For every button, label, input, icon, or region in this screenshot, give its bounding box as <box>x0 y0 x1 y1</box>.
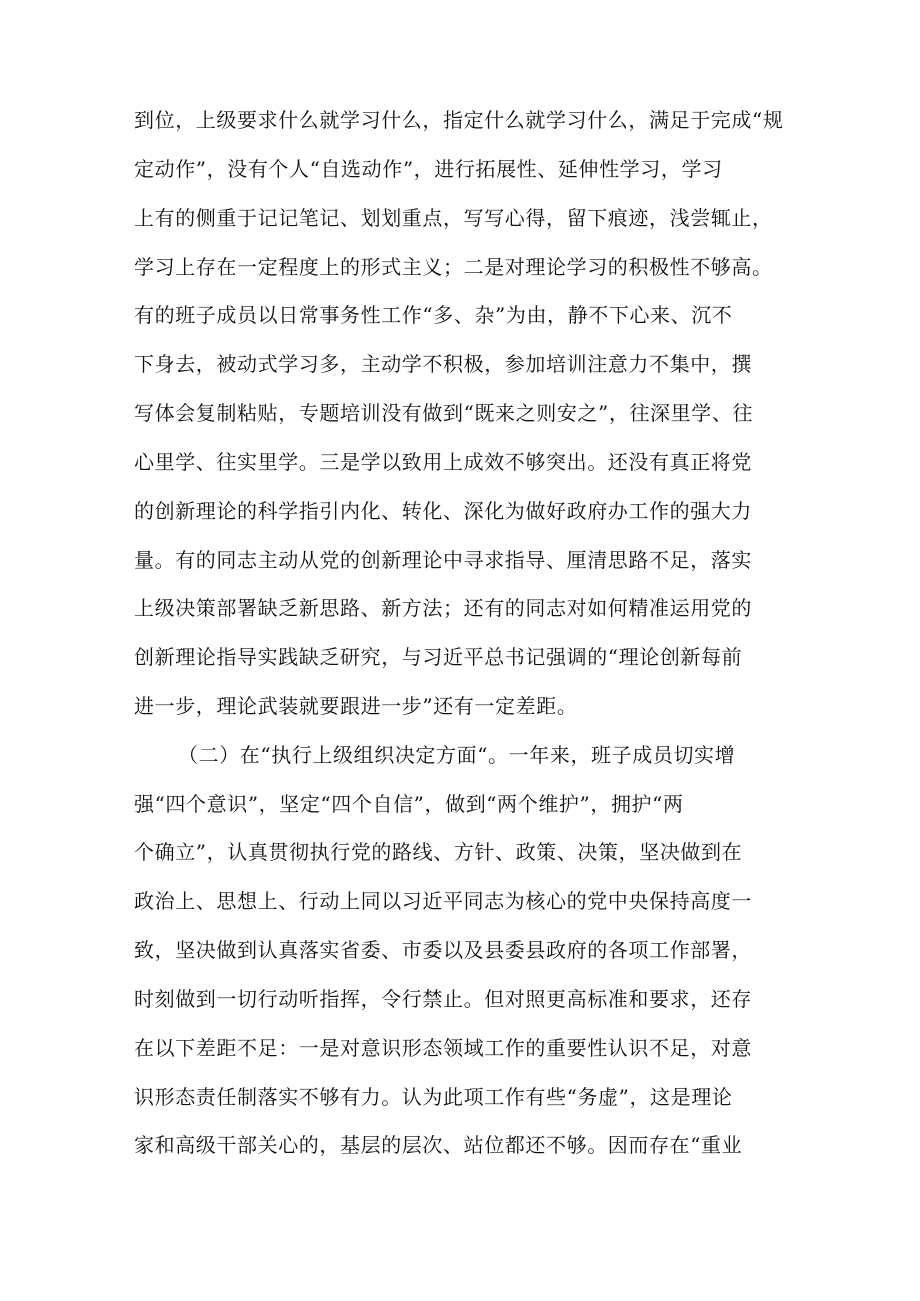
paragraph-line: 到位，上级要求什么就学习什么，指定什么就学习什么，满足于完成“规 <box>134 108 784 132</box>
paragraph-line: 政治上、思想上、行动上同以习近平同志为核心的党中央保持高度一 <box>134 889 752 913</box>
paragraph-line: 上有的侧重于记记笔记、划划重点，写写心得，留下痕迹，浅尝辄止， <box>134 206 773 230</box>
paragraph-line: 个确立”，认真贯彻执行党的路线、方针、政策、决策，坚决做到在 <box>134 840 743 864</box>
paragraph-line: 有的班子成员以日常事务性工作“多、杂”为由，静不下心来、沉不 <box>134 303 733 327</box>
paragraph-line: 创新理论指导实践缺乏研究，与习近平总书记强调的“理论创新每前 <box>134 645 743 669</box>
paragraph-line: 学习上存在一定程度上的形式主义；二是对理论学习的积极性不够高。 <box>134 255 773 279</box>
section-heading-line: （二）在“执行上级组织决定方面“。一年来，班子成员切实增 <box>178 743 736 767</box>
paragraph-line: 写体会复制粘贴，专题培训没有做到“既来之则安之”，往深里学、往 <box>134 401 754 425</box>
paragraph-line: 上级决策部署缺乏新思路、新方法；还有的同志对如何精准运用党的 <box>134 596 752 620</box>
paragraph-line: 家和高级干部关心的，基层的层次、站位都还不够。因而存在“重业 <box>134 1133 743 1157</box>
paragraph-line: 识形态责任制落实不够有力。认为此项工作有些“务虚”，这是理论 <box>134 1085 733 1109</box>
paragraph-line: 心里学、往实里学。三是学以致用上成效不够突出。还没有真正将党 <box>134 450 752 474</box>
paragraph-line: 强“四个意识”，坚定“四个自信”，做到“两个维护”，拥护“两 <box>134 792 684 816</box>
paragraph-line: 时刻做到一切行动听指挥，令行禁止。但对照更高标准和要求，还存 <box>134 987 752 1011</box>
paragraph-line: 定动作”，没有个人“自选动作”，进行拓展性、延伸性学习，学习 <box>134 157 723 181</box>
paragraph-line: 量。有的同志主动从党的创新理论中寻求指导、厘清思路不足，落实 <box>134 548 752 572</box>
paragraph-line: 进一步，理论武装就要跟进一步”还有一定差距。 <box>134 694 578 718</box>
paragraph-line: 在以下差距不足：一是对意识形态领域工作的重要性认识不足，对意 <box>134 1036 752 1060</box>
paragraph-line: 的创新理论的科学指引内化、转化、深化为做好政府办工作的强大力 <box>134 499 752 523</box>
paragraph-line: 下身去，被动式学习多，主动学不积极，参加培训注意力不集中，撰 <box>134 352 752 376</box>
paragraph-line: 致，坚决做到认真落实省委、市委以及县委县政府的各项工作部署， <box>134 938 752 962</box>
